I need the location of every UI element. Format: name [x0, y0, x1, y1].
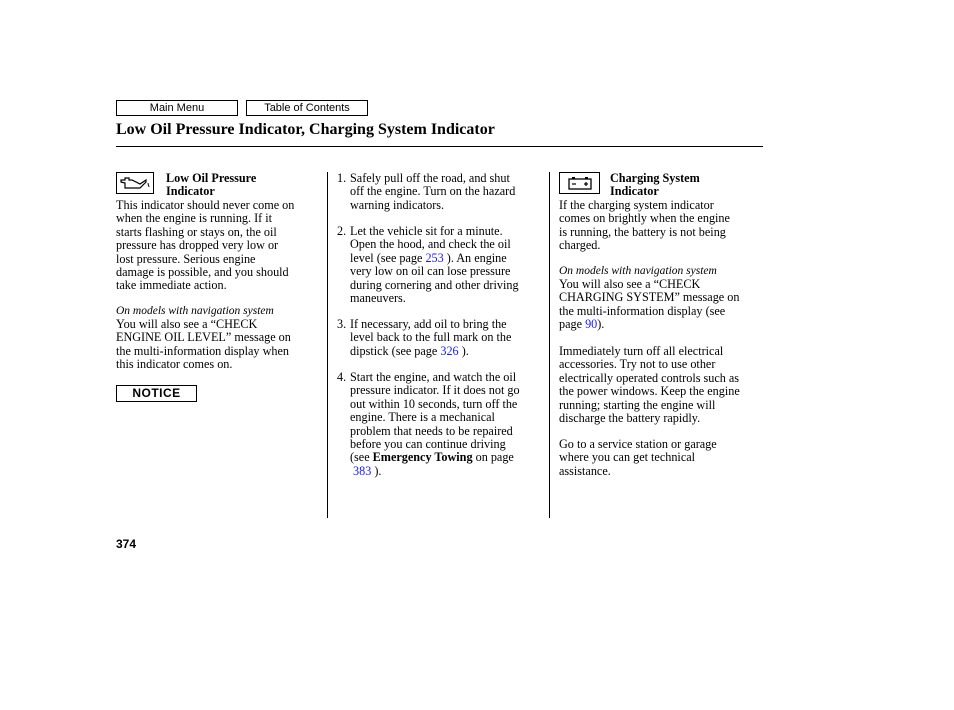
- oil-nav-note: On models with navigation system: [116, 305, 274, 317]
- page-title: Low Oil Pressure Indicator, Charging System Indicator: [116, 121, 495, 138]
- main-menu-button[interactable]: Main Menu: [116, 100, 238, 116]
- page-link-90[interactable]: 90: [585, 317, 598, 332]
- page-link-326[interactable]: 326: [440, 343, 459, 358]
- table-of-contents-button[interactable]: Table of Contents: [246, 100, 368, 116]
- emergency-towing-ref: Emergency Towing: [372, 450, 473, 465]
- page-number: 374: [116, 537, 137, 551]
- charging-nav-note: On models with navigation system: [559, 265, 717, 277]
- oil-nav-description: You will also see a “CHECK ENGINE OIL LEVEL” message on the multi-information display when this indicator comes on.: [116, 317, 291, 372]
- oil-pressure-indicator-box: [116, 172, 154, 194]
- oil-heading: Low Oil Pressure Indicator: [166, 171, 257, 199]
- column-divider-1: [327, 172, 328, 518]
- charging-nav-description: You will also see a “CHECK CHARGING SYSTEM” message on the multi-information display (see page 90).: [559, 277, 740, 332]
- oil-description: This indicator should never come on when the engine is running. If it starts flashing or stays on, the oil pressure has dropped very low or lost pressure. Serious engine damage is possible, and you should take immediate action.: [116, 198, 295, 293]
- charging-service-text: Go to a service station or garage where you can get technical assistance.: [559, 437, 717, 478]
- charging-indicator-box: [559, 172, 600, 194]
- page-link-383[interactable]: 383: [353, 463, 372, 478]
- notice-badge[interactable]: NOTICE: [116, 385, 197, 402]
- page-link-253[interactable]: 253: [425, 250, 444, 265]
- title-divider: [116, 146, 763, 147]
- charging-heading: Charging System Indicator: [610, 171, 700, 199]
- charging-action-text: Immediately turn off all electrical accessories. Try not to use other electrically operated controls such as the power windows. Keep the engine running; starting the engine will discharge the battery rapidly.: [559, 344, 740, 426]
- battery-icon: [567, 175, 593, 191]
- charging-description: If the charging system indicator comes on brightly when the engine is running, the battery is not being charged.: [559, 198, 730, 253]
- oil-can-icon: [118, 175, 152, 191]
